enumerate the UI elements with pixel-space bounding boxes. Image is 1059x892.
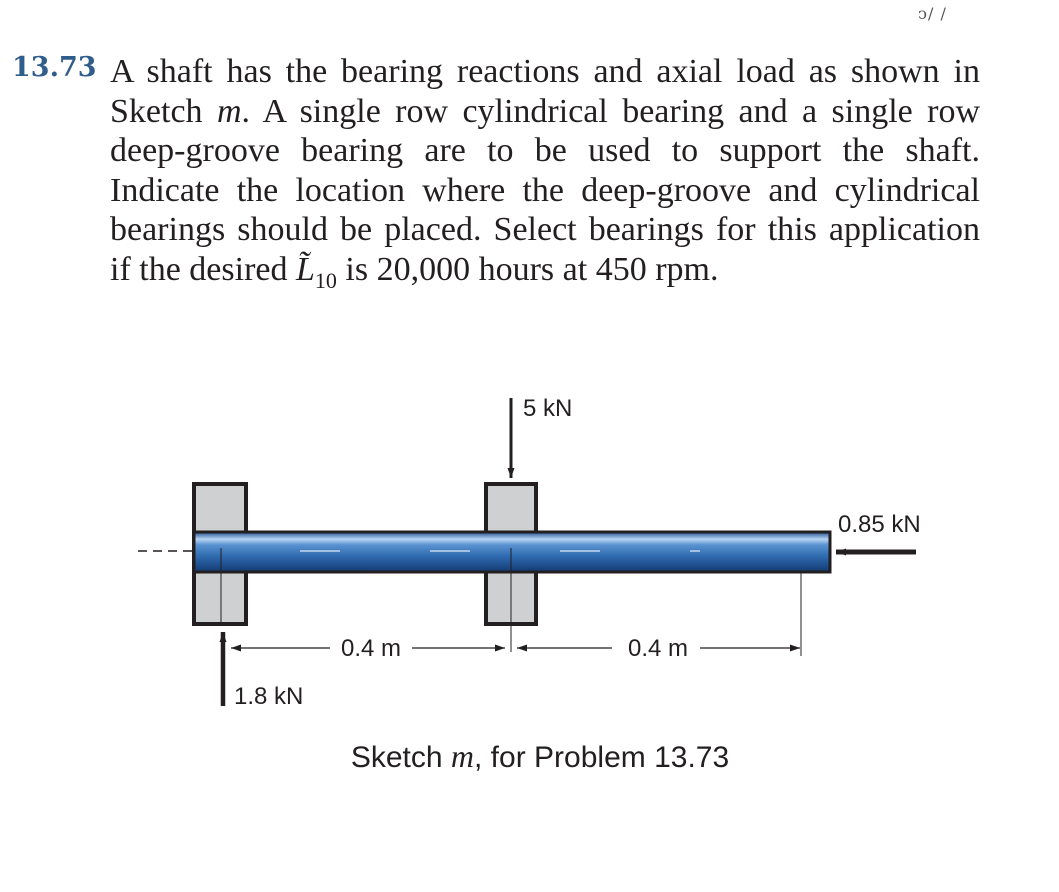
statement-part-3: is 20,000 hours at 450 rpm. (336, 250, 719, 288)
caption-suffix: , for Problem 13.73 (474, 741, 730, 774)
dimension-label-left: 0.4 m (341, 635, 402, 662)
statement-part-1: A shaft has the bearing reactions and axial load as shown in Sketch (110, 53, 980, 130)
reaction-label: 1.8 kN (234, 683, 304, 710)
shaft (194, 532, 830, 572)
figure-caption (351, 738, 729, 774)
sketch-symbol: m (216, 92, 242, 130)
caption-symbol: m (450, 738, 475, 774)
page-marker: ͻ/ / (918, 4, 947, 23)
caption-prefix: Sketch (350, 741, 451, 774)
axial-load-label: 0.85 kN (838, 511, 921, 538)
life-symbol: L̃ (296, 250, 315, 288)
life-subscript: 10 (314, 267, 337, 293)
problem-number: 13.73 (12, 52, 97, 83)
dimension-label-right: 0.4 m (628, 635, 689, 662)
radial-load-label: 5 kN (523, 395, 573, 422)
statement-part-2: . A single row cylindrical bearing and a single row deep-groove bearing are to be used to support the shaft. Indicate the location where the deep-groove and cylindrical bearings should be placed. Select bearings for this application if the desired (110, 92, 980, 288)
